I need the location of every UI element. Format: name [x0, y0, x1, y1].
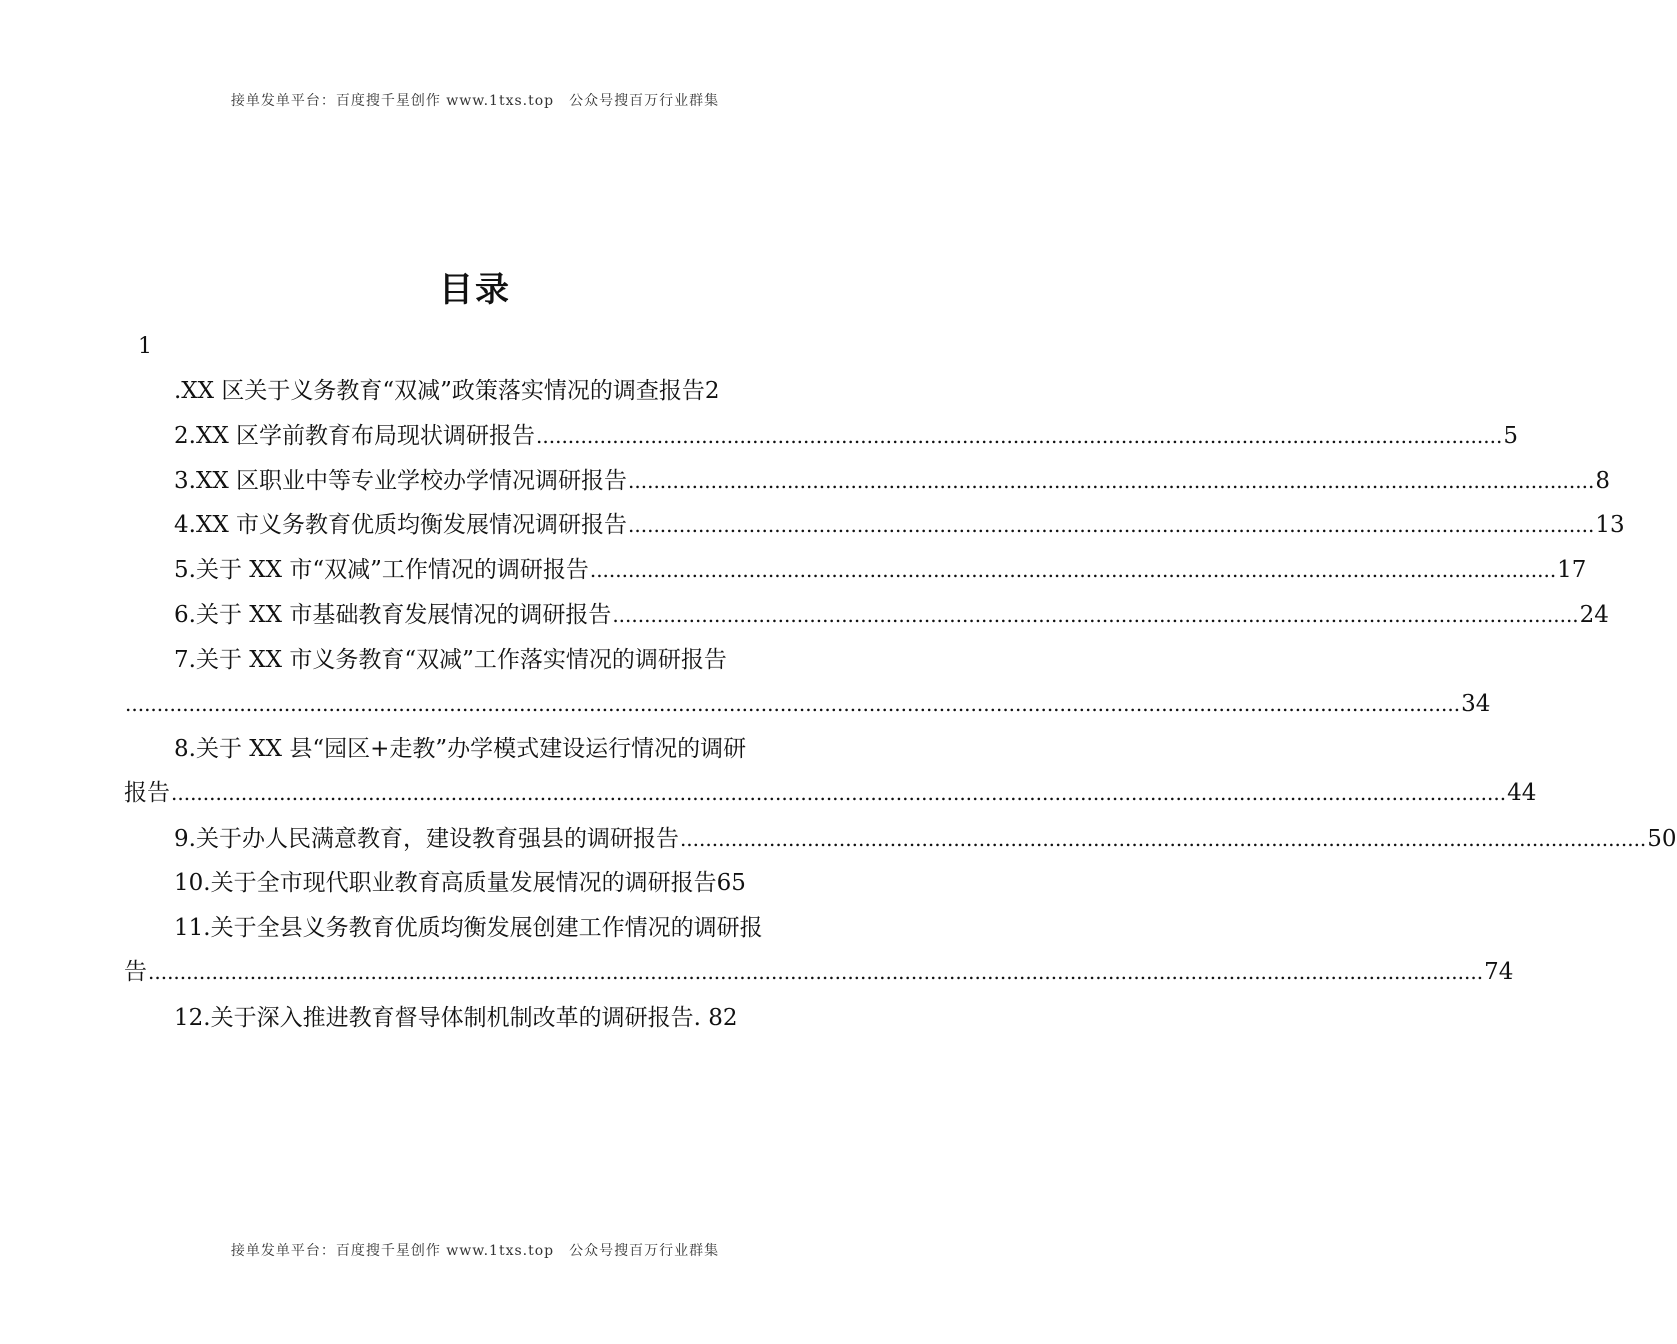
toc-entry-12-page: 82 — [708, 1005, 738, 1031]
page-footer: 接单发单平台：百度搜千星创作 www.1txs.top 公众号搜百万行业群集 — [230, 1243, 720, 1259]
toc-entry-11[interactable] — [124, 913, 1514, 987]
leader-dots: .................................................................................................................................................................................................................. — [171, 781, 1507, 805]
toc-entry-4-text: 4.XX 市义务教育优质均衡发展情况调研报告 — [174, 512, 628, 538]
toc-entry-2[interactable] — [174, 421, 1518, 451]
toc-entry-5-page: 17 — [1557, 557, 1587, 583]
toc-entry-6-text: 6.关于 XX 市基础教育发展情况的调研报告 — [174, 602, 612, 628]
toc-entry-3-page: 8 — [1595, 468, 1610, 494]
toc-entry-2-text: 2.XX 区学前教育布局现状调研报告 — [174, 423, 536, 449]
leader-dots: ........................................................................................................................................................ — [536, 424, 1503, 448]
toc-entry-4[interactable] — [174, 510, 1625, 540]
toc-entry-7[interactable] — [124, 645, 1491, 719]
stray-number: 1 — [138, 334, 152, 359]
toc-entry-12-text: 12.关于深入推进教育督导体制机制改革的调研报告. — [174, 1005, 701, 1031]
toc-entry-9[interactable] — [174, 824, 1677, 854]
toc-entry-11-cont: 告 — [124, 959, 147, 985]
toc-entry-8[interactable] — [124, 734, 1537, 808]
toc-entry-7-page: 34 — [1461, 691, 1491, 717]
toc-entry-11-text: 11.关于全县义务教育优质均衡发展创建工作情况的调研报 — [174, 915, 763, 941]
toc-entry-2-page: 5 — [1503, 423, 1518, 449]
toc-entry-10-text: 10.关于全市现代职业教育高质量发展情况的调研报告 — [174, 870, 717, 896]
toc-entry-1-page: 2 — [704, 378, 720, 404]
toc-entry-8-page: 44 — [1507, 780, 1537, 806]
page-header: 接单发单平台：百度搜千星创作 www.1txs.top 公众号搜百万行业群集 — [230, 93, 720, 109]
toc-entry-8-cont: 报告 — [124, 780, 170, 806]
toc-entry-9-page: 50 — [1647, 826, 1677, 852]
leader-dots: ........................................................................................................................................................ — [628, 513, 1595, 537]
toc-title: 目录 — [439, 270, 511, 310]
leader-dots: ........................................................................................................................................................ — [589, 558, 1557, 582]
leader-dots: .................................................................................................................................................................................................................. — [148, 960, 1484, 984]
leader-dots: ........................................................................................................................................................ — [612, 603, 1579, 627]
toc-entry-1[interactable] — [174, 376, 794, 406]
toc-entry-10-page: 65 — [716, 870, 746, 896]
toc-entry-8-text: 8.关于 XX 县“园区+走教”办学模式建设运行情况的调研 — [174, 736, 747, 762]
leader-dots: ........................................................................................................................................................ — [679, 827, 1647, 851]
toc-entry-4-page: 13 — [1595, 512, 1625, 538]
toc-entry-6[interactable] — [174, 600, 1609, 630]
toc-entry-9-text: 9.关于办人民满意教育，建设教育强县的调研报告 — [174, 826, 679, 852]
toc-entry-7-text: 7.关于 XX 市义务教育“双减”工作落实情况的调研报告 — [174, 647, 727, 673]
leader-dots: ........................................................................................................................................................ — [628, 469, 1595, 493]
toc-entry-5-text: 5.关于 XX 市“双减”工作情况的调研报告 — [174, 557, 589, 583]
toc-entry-3-text: 3.XX 区职业中等专业学校办学情况调研报告 — [174, 468, 628, 494]
toc-entry-5[interactable] — [174, 555, 1587, 585]
toc-entry-12[interactable] — [174, 1003, 794, 1033]
toc-entry-10[interactable] — [174, 868, 814, 898]
toc-entry-6-page: 24 — [1579, 602, 1609, 628]
toc-entry-1-text: .XX 区关于义务教育“双减”政策落实情况的调查报告 — [174, 378, 705, 404]
leader-dots: .................................................................................................................................................................................................................. — [125, 692, 1461, 716]
toc-entry-11-page: 74 — [1484, 959, 1514, 985]
toc-entry-3[interactable] — [174, 466, 1610, 496]
